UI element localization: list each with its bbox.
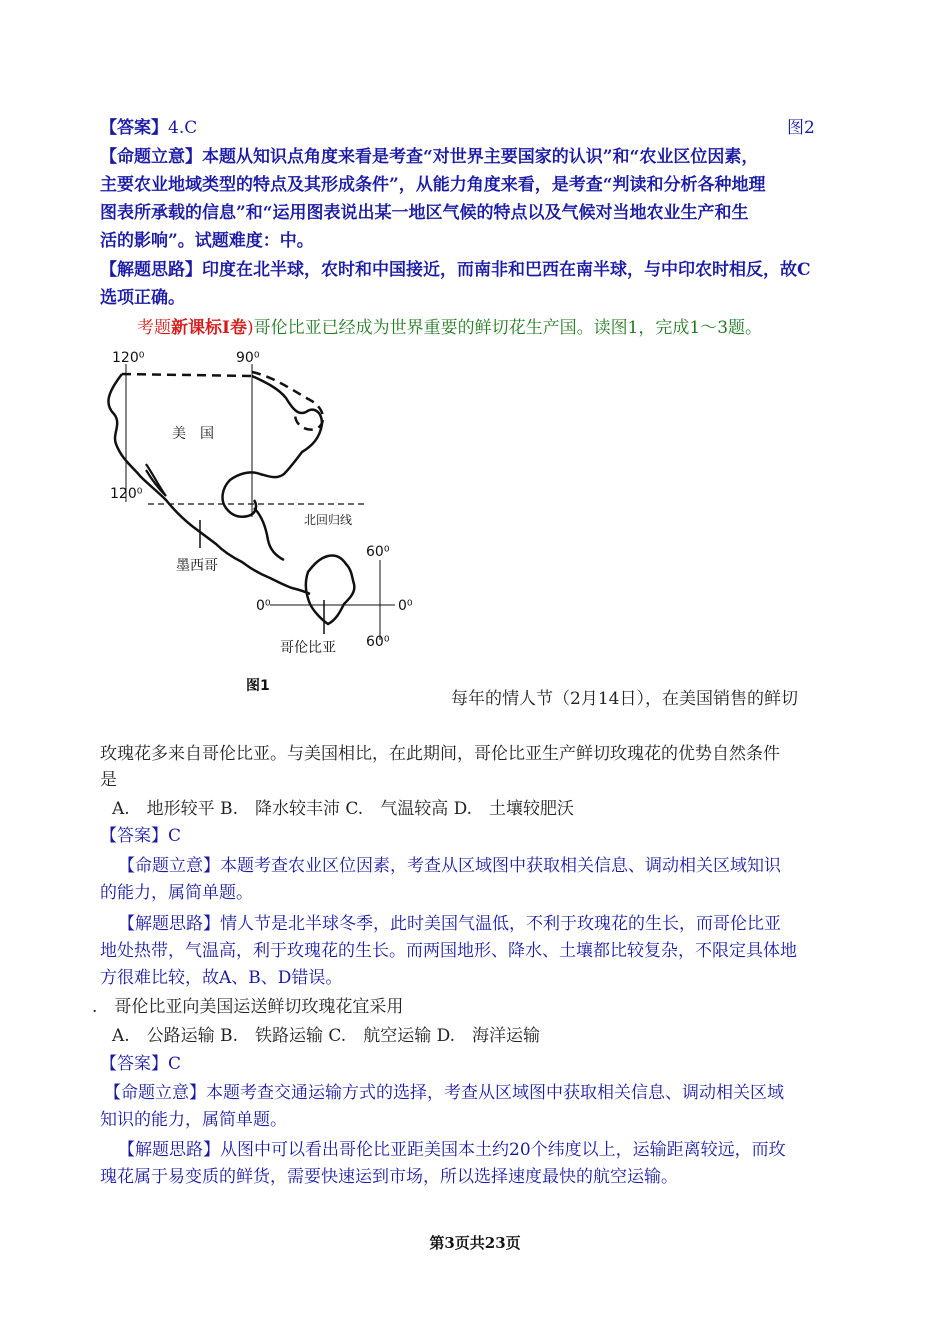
figure-2-label: 图2 — [787, 118, 815, 138]
lat-60-top-label: 60⁰ — [366, 544, 390, 560]
q1-stem-line-3: 是 — [100, 770, 117, 790]
lat-0-left-label: 0⁰ — [256, 598, 271, 614]
answer-value: C — [168, 1054, 182, 1074]
q1-answer-line — [100, 823, 181, 849]
q1-thinking-line-1: 【解题思路】情人节是北半球冬季，此时美国气温低，不利于玫瑰花的生长，而哥伦比亚 — [118, 914, 781, 934]
q1-thinking-line-3: 方很难比较，故A、B、D错误。 — [100, 968, 343, 988]
intent-tag: 【命题立意】 — [118, 856, 220, 876]
exam-source: 新课标Ⅰ卷 — [171, 318, 247, 338]
q2-options: A. 公路运输 B. 铁路运输 C. 航空运输 D. 海洋运输 — [112, 1026, 541, 1046]
q1-intent-line-2: 的能力，属简单题。 — [100, 883, 253, 903]
q1-thinking-line-2: 地处热带，气温高，利于玫瑰花的生长。而两国地形、降水、土壤都比较复杂，不限定具体地 — [100, 941, 797, 961]
q2-intent-line-1: 【命题立意】本题考查交通运输方式的选择，考查从区域图中获取相关信息、调动相关区域 — [104, 1083, 784, 1103]
q4-thinking-line-1: 【解题思路】印度在北半球，农时和中国接近，而南非和巴西在南半球，与中印农时相反，故C — [100, 260, 811, 280]
thinking-tag: 【解题思路】 — [118, 1140, 220, 1160]
answer-tag: 【答案】 — [100, 118, 168, 138]
answer-value: 4.C — [168, 118, 198, 138]
lat-60-bottom-label: 60⁰ — [366, 634, 390, 650]
q4-answer-line — [100, 115, 197, 141]
q2-thinking-line-1: 【解题思路】从图中可以看出哥伦比亚距美国本土约20个纬度以上，运输距离较远，而玫 — [118, 1140, 786, 1160]
q1-stem-line-1: 每年的情人节（2月14日），在美国销售的鲜切 — [451, 689, 798, 709]
figure-1-caption: 图1 — [246, 678, 270, 694]
intent-tag: 【命题立意】 — [100, 147, 202, 167]
thinking-tag: 【解题思路】 — [118, 914, 220, 934]
q4-intent-line-3: 图表所承载的信息”和“运用图表说出某一地区气候的特点以及气候对当地农业生产和生 — [100, 203, 749, 223]
q2-stem: . 哥伦比亚向美国运送鲜切玫瑰花宜采用 — [92, 997, 404, 1017]
figure-1-map — [100, 342, 430, 702]
q1-intent-line-1: 【命题立意】本题考查农业区位因素，考查从区域图中获取相关信息、调动相关区域知识 — [118, 856, 781, 876]
q2-intent-line-2: 知识的能力，属简单题。 — [100, 1110, 287, 1130]
colombia-outline — [306, 555, 355, 624]
q4-intent-line-1: 【命题立意】本题从知识点角度来看是考查“对世界主要国家的认识”和“农业区位因素， — [100, 147, 759, 167]
colombia-label: 哥伦比亚 — [280, 640, 336, 656]
intro-line: 考题新课标Ⅰ卷)哥伦比亚已经成为世界重要的鲜切花生产国。读图1，完成1～3题。 — [137, 318, 763, 338]
q2-thinking-line-2: 瑰花属于易变质的鲜货，需要快速运到市场，所以选择速度最快的航空运输。 — [100, 1167, 678, 1187]
central-america-coast — [254, 508, 284, 560]
q1-stem-line-2: 玫瑰花多来自哥伦比亚。与美国相比，在此期间，哥伦比亚生产鲜切玫瑰花的优势自然条件 — [100, 744, 780, 764]
mexico-label: 墨西哥 — [176, 558, 218, 574]
tropic-label: 北回归线 — [304, 513, 353, 527]
lon-120-mid-label: 120⁰ — [110, 486, 143, 502]
northern-border — [122, 374, 252, 376]
lon-120-top-label: 120⁰ — [112, 350, 145, 366]
intent-tag: 【命题立意】 — [104, 1083, 206, 1103]
q4-thinking-line-2: 选项正确。 — [100, 288, 185, 308]
usa-label: 美 国 — [172, 426, 214, 442]
q1-options: A. 地形较平 B. 降水较丰沛 C. 气温较高 D. 土壤较肥沃 — [112, 799, 575, 819]
answer-tag: 【答案】 — [100, 826, 168, 846]
thinking-tag: 【解题思路】 — [100, 260, 202, 280]
lat-0-right-label: 0⁰ — [398, 598, 413, 614]
q4-intent-line-4: 活的影响”。试题难度：中。 — [100, 231, 314, 251]
q2-answer-line — [100, 1051, 181, 1077]
answer-value: C — [168, 826, 182, 846]
q4-intent-line-2: 主要农业地域类型的特点及其形成条件”，从能力角度来看，是考查“判读和分析各种地理 — [100, 175, 766, 195]
page-footer: 第3页共23页 — [429, 1234, 521, 1252]
lon-90-label: 90⁰ — [236, 350, 260, 366]
answer-tag: 【答案】 — [100, 1054, 168, 1074]
